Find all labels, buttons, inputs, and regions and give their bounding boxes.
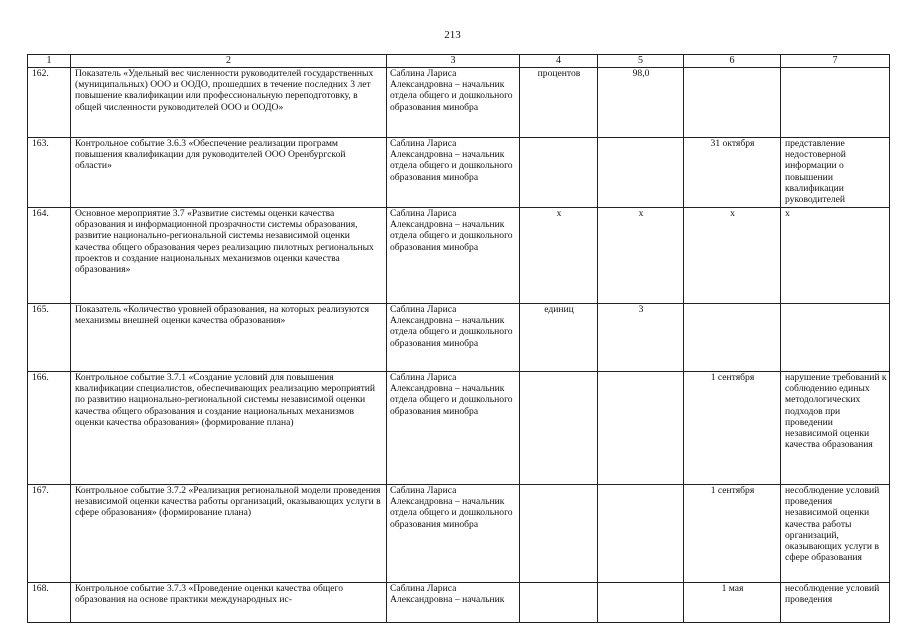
header-cell-7: 7 — [781, 55, 890, 68]
row-date: 1 сентября — [684, 372, 781, 485]
table-row — [28, 583, 890, 623]
row-unit: единиц — [520, 304, 598, 372]
row-unit — [520, 485, 598, 583]
row-responsible: Саблина Лариса Александровна – начальник отдела общего и дошкольного образования минобра — [387, 138, 520, 208]
row-responsible: Саблина Лариса Александровна – начальник отдела общего и дошкольного образования минобра — [387, 68, 520, 138]
row-value: х — [598, 208, 684, 304]
row-value: 3 — [598, 304, 684, 372]
row-responsible: Саблина Лариса Александровна – начальник — [387, 583, 520, 623]
header-cell-4: 4 — [520, 55, 598, 68]
row-unit — [520, 138, 598, 208]
row-description: Контрольное событие 3.7.2 «Реализация региональной модели проведения независимой оценки качества работы организаций, оказывающих услуги в сфере образования» (формирование плана) — [71, 485, 387, 583]
table-row — [28, 485, 890, 583]
row-description: Показатель «Количество уровней образования, на которых реализуются механизмы внешней оценки качества образования» — [71, 304, 387, 372]
row-number: 162. — [28, 68, 71, 138]
row-unit: процентов — [520, 68, 598, 138]
row-number: 166. — [28, 372, 71, 485]
row-date: 1 мая — [684, 583, 781, 623]
row-number: 164. — [28, 208, 71, 304]
header-cell-1: 1 — [28, 55, 71, 68]
table-row — [28, 304, 890, 372]
row-description: Показатель «Удельный вес численности руководителей государственных (муниципальных) ООО и ООДО, прошедших в течение последних 3 лет повышение квалификации или профессиональную переподготовку, в общей численности руководителей ООО и ООДО» — [71, 68, 387, 138]
row-responsible: Саблина Лариса Александровна – начальник отдела общего и дошкольного образования минобра — [387, 372, 520, 485]
row-risk — [781, 68, 890, 138]
row-risk: несоблюдение условий проведения — [781, 583, 890, 623]
row-risk — [781, 304, 890, 372]
row-description: Контрольное событие 3.6.3 «Обеспечение реализации программ повышения квалификации для руководителей ООО Оренбургской области» — [71, 138, 387, 208]
row-description: Контрольное событие 3.7.1 «Создание условий для повышения квалификации специалистов, обеспечивающих реализацию мероприятий по развитию национально-региональной системы независимой оценки качества общего образования и создание национальных механизмов оценки качества образования» (формирование плана) — [71, 372, 387, 485]
page-number: 213 — [444, 29, 461, 41]
row-number: 163. — [28, 138, 71, 208]
row-date — [684, 304, 781, 372]
row-value — [598, 138, 684, 208]
row-risk: несоблюдение условий проведения независимой оценки качества работы организаций, оказывающих услуги в сфере образования — [781, 485, 890, 583]
row-value — [598, 485, 684, 583]
plan-table — [27, 54, 890, 623]
table-row — [28, 138, 890, 208]
row-unit: х — [520, 208, 598, 304]
row-risk: нарушение требований к соблюдению единых методологических подходов при проведении независимой оценки качества образования — [781, 372, 890, 485]
table-row — [28, 68, 890, 138]
row-number: 167. — [28, 485, 71, 583]
row-risk: х — [781, 208, 890, 304]
row-date — [684, 68, 781, 138]
row-number: 165. — [28, 304, 71, 372]
header-row — [28, 55, 890, 68]
header-cell-2: 2 — [71, 55, 387, 68]
table-row — [28, 208, 890, 304]
row-risk: представление недостоверной информации о повышении квалификации руководителей — [781, 138, 890, 208]
row-date: 31 октября — [684, 138, 781, 208]
header-cell-3: 3 — [387, 55, 520, 68]
table-row — [28, 372, 890, 485]
row-unit — [520, 372, 598, 485]
row-responsible: Саблина Лариса Александровна – начальник отдела общего и дошкольного образования минобра — [387, 485, 520, 583]
row-date: х — [684, 208, 781, 304]
row-unit — [520, 583, 598, 623]
row-value: 98,0 — [598, 68, 684, 138]
row-value — [598, 583, 684, 623]
header-cell-6: 6 — [684, 55, 781, 68]
header-cell-5: 5 — [598, 55, 684, 68]
row-value — [598, 372, 684, 485]
row-description: Основное мероприятие 3.7 «Развитие системы оценки качества образования и информационной прозрачности системы образования, развитие национально-региональной системы независимой оценки качества общего образования через реализацию пилотных региональных проектов и создание национальных механизмов оценки качества образования» — [71, 208, 387, 304]
row-number: 168. — [28, 583, 71, 623]
row-responsible: Саблина Лариса Александровна – начальник отдела общего и дошкольного образования минобра — [387, 208, 520, 304]
row-responsible: Саблина Лариса Александровна – начальник отдела общего и дошкольного образования минобра — [387, 304, 520, 372]
row-date: 1 сентября — [684, 485, 781, 583]
row-description: Контрольное событие 3.7.3 «Проведение оценки качества общего образования на основе практики международных ис- — [71, 583, 387, 623]
